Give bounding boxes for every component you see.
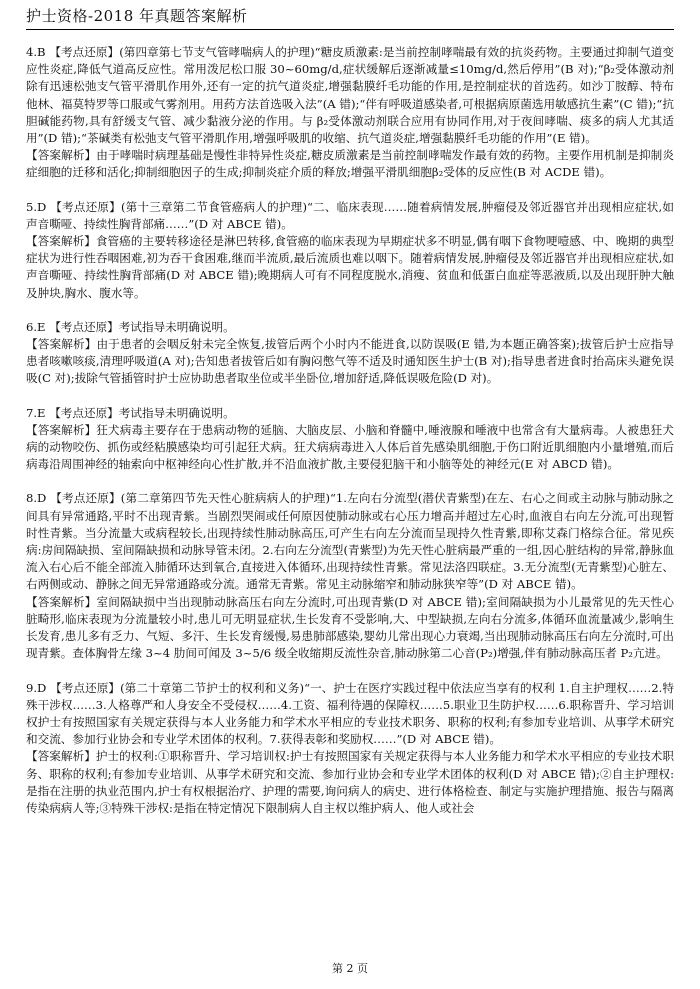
question-6 <box>26 319 674 388</box>
knowledge-point-text: (第十三章第二节食管癌病人的护理)“二、临床表现……随着病情发展,肿瘤侵及邻近器官并出现相应症状,如声音嘶哑、持续性胸背部痛……”(D 对 ABCE 错)。 <box>26 199 674 231</box>
answer-analysis-text: 室间隔缺损中当出现肺动脉高压右向左分流时,可出现青紫(D 对 ABCE 错);室间隔缺损为小儿最常见的先天性心脏畸形,临床表现为分流量较小时,患儿可无明显症状,生长发育不受影响,大、中型缺损,左向右分流多,体循环血流量减少,影响生长发育,患儿多有乏力、气短、多汗、生长发育缓慢,易患肺部感染,婴幼儿常出现心力衰竭,当出现肺动脉高压右向左分流时,可出现青紫。查体胸骨左缘 3~4 肋间可闻及 3~5/6 级全收缩期反流性杂音,肺动脉第二心音(P₂)增强,伴有肺动脉高压者 P₂亢进。 <box>26 594 674 661</box>
knowledge-point <box>26 680 674 749</box>
answer-analysis-text: 由于患者的会咽反射未完全恢复,拔管后两个小时内不能进食,以防误吸(E 错,为本题正确答案);拔管后护士应指导患者咳嗽咳痰,清理呼吸道(A 对);告知患者拔管后如有胸闷憋气等不适及时通知医生护士(B 对);指导患者进食时抬高床头避免误吸(C 对);拔除气管插管时护士应协助患者取坐位或半坐卧位,增加舒适,降低误吸危险(D 对)。 <box>26 337 674 386</box>
answer-analysis-label: 【答案解析】 <box>26 749 96 764</box>
answer-analysis-text: 食管癌的主要转移途径是淋巴转移,食管癌的临床表现为早期症状多不明显,偶有咽下食物哽噎感、中、晚期的典型症状为进行性吞咽困难,初为吞干食困难,继而半流质,最后流质也难以咽下。随着病情发展,肿瘤侵及邻近器官并出现相应症状,如声音嘶哑、持续性胸背部痛(D 对 ABCE 错);晚期病人可有不同程度脱水,消瘦、贫血和低蛋白血症等恶液质,以及出现肝肿大触及肿块,胸水、腹水等。 <box>26 234 674 300</box>
answer-analysis <box>26 748 674 817</box>
answer-analysis-text: 护士的权利:①职称晋升、学习培训权:护士有按照国家有关规定获得与本人业务能力和学术水平相应的专业技术职务、职称的权利;有参加专业培训、从事学术研究和交流、参加行业协会和专业学术团体的权利(D 对 ABCE 错);②自主护理权:是指在注册的执业范围内,护士有权根据治疗、护理的需要,询问病人的病史、进行体格检查、制定与实施护理措施、报告与隔离传染病病人等;③特殊干涉权:是指在特定情况下限制病人自主权以维护病人、他人或社会 <box>26 749 674 815</box>
knowledge-point-text: (第二十章第二节护士的权利和义务)“一、护士在医疗实践过程中依法应当享有的权利 1.自主护理权……2.特殊干涉权……3.人格尊严和人身安全不受侵权……4.工资、福利待遇的保障权……5.职业卫生防护权……6.职称晋升、学习培训权护士有按照国家有关规定获得与本人业务能力和学术水平相应的专业技术职务、职称的权利;有参加专业培训、从事学术研究和交流、参加行业协会和专业学术团体的权利。7.获得表彰和奖励权……”(D 对 ABCE 错)。 <box>26 680 674 747</box>
page-number: 第 2 页 <box>332 962 368 975</box>
page-header: 护士资格-2018 年真题答案解析 <box>26 6 674 30</box>
knowledge-point-label: 4.B 【考点还原】 <box>26 45 120 59</box>
answer-analysis-label: 【答案解析】 <box>26 337 97 352</box>
answer-analysis <box>26 594 674 663</box>
answer-analysis-label: 【答案解析】 <box>26 422 97 437</box>
knowledge-point-label: 9.D 【考点还原】 <box>26 680 121 695</box>
answer-analysis-label: 【答案解析】 <box>26 148 97 163</box>
knowledge-point <box>26 199 674 233</box>
knowledge-point-label: 8.D 【考点还原】 <box>26 491 121 506</box>
answer-analysis-text: 由于哮喘时病理基础是慢性非特异性炎症,糖皮质激素是当前控制哮喘发作最有效的药物。主要作用机制是抑制炎症细胞的迁移和活化;抑制细胞因子的生成;抑制炎症介质的释放;增强平滑肌细胞β₂受体的反应性(B 对 ACDE 错)。 <box>26 148 674 180</box>
answer-analysis <box>26 147 674 181</box>
answer-analysis-label: 【答案解析】 <box>26 594 97 609</box>
knowledge-point <box>26 319 674 336</box>
answer-analysis-text: 狂犬病毒主要存在于患病动物的延脑、大脑皮层、小脑和脊髓中,唾液腺和唾液中也常含有大量病毒。人被患狂犬病的动物咬伤、抓伤或经粘膜感染均可引起狂犬病。狂犬病病毒进入人体后首先感染肌细胞,于伤口附近肌细胞内小量增殖,而后病毒沿周围神经的轴索向中枢神经向心性扩散,并不沿血液扩散,主要侵犯脑干和小脑等处的神经元(E 对 ABCD 错)。 <box>26 422 674 472</box>
knowledge-point <box>26 44 674 147</box>
knowledge-point <box>26 405 674 422</box>
knowledge-point-label: 5.D 【考点还原】 <box>26 199 121 214</box>
answer-analysis-label: 【答案解析】 <box>26 234 96 249</box>
knowledge-point-text: 考试指导未明确说明。 <box>118 319 235 334</box>
answer-analysis <box>26 336 674 388</box>
knowledge-point-label: 7.E 【考点还原】 <box>26 405 119 420</box>
question-4 <box>26 44 674 182</box>
answer-analysis <box>26 233 674 302</box>
knowledge-point-text: (第二章第四节先天性心脏病病人的护理)“1.左向右分流型(潜伏青紫型)在左、右心之间或主动脉与肺动脉之间具有异常通路,平时不出现青紫。当剧烈哭闹或任何原因使肺动脉或右心压力增高并超过左心时,血液自右向左分流,可出现暂时性青紫。当分流量大或病程较长,出现持续性肺动脉高压,可产生右向左分流而呈现持久性青紫,即称艾森门格综合征。常见疾病:房间隔缺损、室间隔缺损和动脉导管未闭。2.右向左分流型(青紫型)为先天性心脏病最严重的一组,因心脏结构的异常,静脉血流入右心后不能全部流入肺循环达到氧合,直接进入体循环,出现持续性青紫。常见法洛四联症。3.无分流型(无青紫型)心脏左、右两侧或动、静脉之间无异常通路或分流。通常无青紫。常见主动脉缩窄和肺动脉狭窄等”(D 对 ABCE 错)。 <box>26 491 674 592</box>
answer-analysis <box>26 422 674 474</box>
knowledge-point <box>26 490 674 593</box>
question-7 <box>26 405 674 474</box>
knowledge-point-label: 6.E 【考点还原】 <box>26 319 119 334</box>
knowledge-point-text: 考试指导未明确说明。 <box>118 405 235 420</box>
question-8 <box>26 490 674 662</box>
question-9 <box>26 680 674 818</box>
knowledge-point-text: (第四章第七节支气管哮喘病人的护理)“糖皮质激素:是当前控制哮喘最有效的抗炎药物。主要通过抑制气道变应性炎症,降低气道高反应性。常用泼尼松口服 30~60mg/d,症状缓解后逐渐减量≤10mg/d,然后停用”(B 对);“β₂受体激动剂除有迅速松弛支气管平滑肌作用外,还有一定的抗气道炎症,增强黏膜纤毛功能的作用,是控制症状的首选药。如沙丁胺醇、特布他林、福莫特罗等口服或气雾剂用。用药方法首选吸入法”(A 错);“伴有呼吸道感染者,可根据病原菌选用敏感抗生素”(C 错);“抗胆碱能药物,具有舒缓支气管、减少黏液分泌的作用。与 β₂受体激动剂联合应用有协同作用,对于夜间哮喘、痰多的病人尤其适用”(D 错);“茶碱类有松弛支气管平滑肌作用,增强呼吸肌的收缩、抗气道炎症,增强黏膜纤毛功能的作用”(E 错)。 <box>26 45 674 146</box>
answer-content <box>26 44 674 834</box>
question-5 <box>26 199 674 302</box>
